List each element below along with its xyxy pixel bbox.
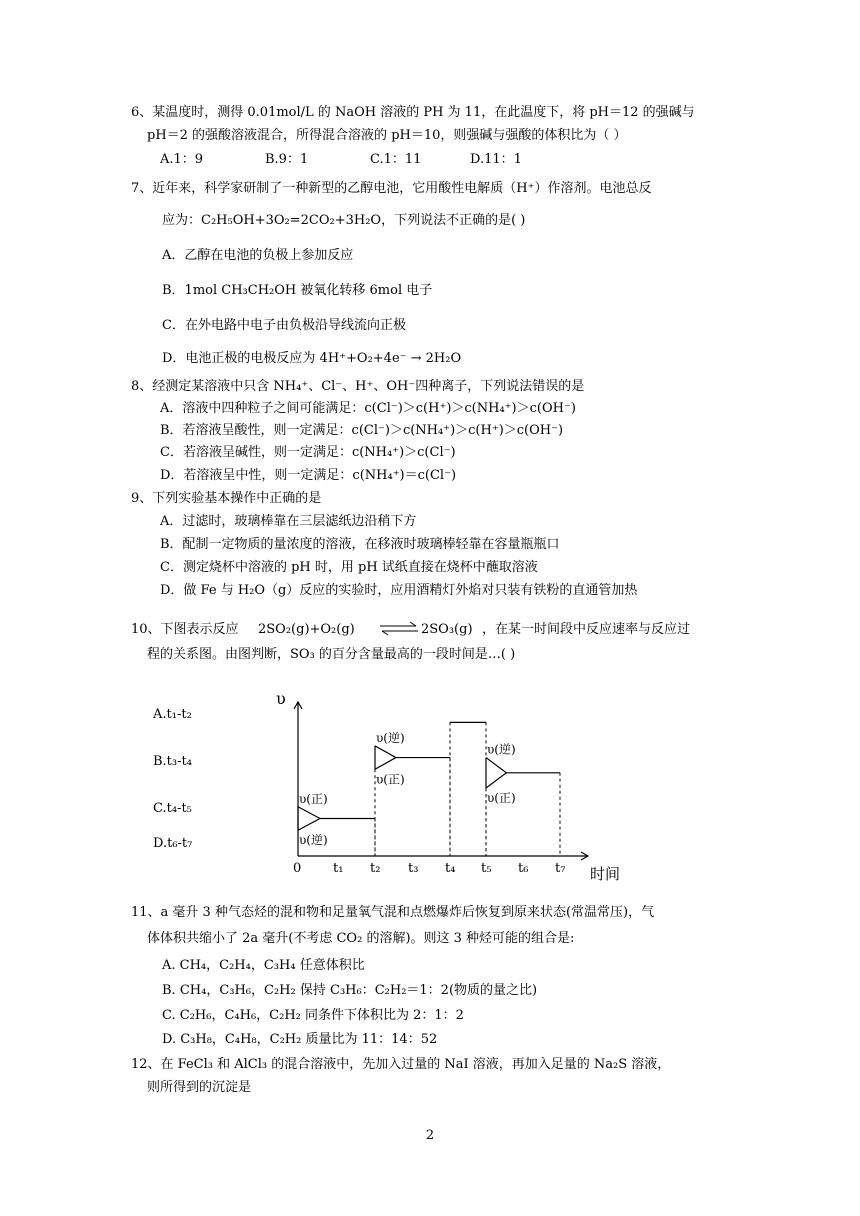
q6-option-c: C.1：11 <box>370 152 422 167</box>
rate-label-lower: υ(正) <box>487 791 516 806</box>
q12-line1: 12、在 FeCl₃ 和 AlCl₃ 的混合溶液中，先加入过量的 NaI 溶液，再加入足量的 Na₂S 溶液， <box>131 1057 671 1072</box>
x-tick-label: t₇ <box>555 861 566 876</box>
q7-option-a: A．乙醇在电池的负极上参加反应 <box>162 248 354 263</box>
q10-line2: 程的关系图。由图判断，SO₃ 的百分含量最高的一段时间是…( ) <box>147 647 516 662</box>
q6-option-d: D.11：1 <box>470 152 522 167</box>
q9-stem: 9、下列实验基本操作中正确的是 <box>131 491 322 506</box>
q10-line1-prefix: 10、下图表示反应 <box>131 622 239 637</box>
rate-label-upper: υ(逆) <box>487 742 516 757</box>
q11-option-a: A. CH₄，C₂H₄，C₃H₄ 任意体积比 <box>162 958 365 973</box>
x-tick-label: 0 <box>293 861 302 876</box>
q11-option-b: B. CH₄，C₃H₆，C₂H₂ 保持 C₃H₆：C₂H₂＝1：2(物质的量之比) <box>162 983 538 998</box>
q8-option-b: B．若溶液呈酸性，则一定满足：c(Cl⁻)＞c(NH₄⁺)＞c(H⁺)＞c(OH⁻) <box>160 423 564 438</box>
q7-option-c: C．在外电路中电子由负极沿导线流向正极 <box>162 318 406 333</box>
forward-rate-curve <box>375 758 396 770</box>
q6-option-b: B.9：1 <box>265 152 309 167</box>
q10-line1-suffix: ，在某一时间段中反应速率与反应过 <box>482 622 691 637</box>
reverse-rate-curve <box>298 819 320 831</box>
q12-line2: 则所得到的沉淀是 <box>147 1080 252 1095</box>
q8-option-d: D．若溶液呈中性，则一定满足：c(NH₄⁺)＝c(Cl⁻) <box>160 468 457 483</box>
q11-option-d: D. C₃H₈，C₄H₈，C₂H₂ 质量比为 11：14：52 <box>162 1032 438 1047</box>
q7-line1: 7、近年来，科学家研制了一种新型的乙醇电池，它用酸性电解质（H⁺）作溶剂。电池总反 <box>131 181 652 196</box>
q6-line2: pH＝2 的强酸溶液混合，所得混合溶液的 pH＝10，则强碱与强酸的体积比为（ ） <box>147 128 627 143</box>
x-axis-label: 时间 <box>590 865 621 883</box>
x-tick-label: t₄ <box>445 861 456 876</box>
q6-options <box>160 151 522 169</box>
rate-label-upper: υ(逆) <box>376 730 405 745</box>
forward-rate-curve <box>486 773 506 788</box>
q7-line2: 应为：C₂H₅OH+3O₂=2CO₂+3H₂O，下列说法不正确的是( ) <box>162 213 526 228</box>
q7-option-b: B．1mol CH₃CH₂OH 被氧化转移 6mol 电子 <box>162 283 433 298</box>
q9-option-c: C．测定烧杯中溶液的 pH 时，用 pH 试纸直接在烧杯中蘸取溶液 <box>160 560 538 575</box>
forward-rate-curve <box>298 807 320 819</box>
q6-option-a: A.1：9 <box>160 152 204 167</box>
q9-option-d: D．做 Fe 与 H₂O（g）反应的实验时，应用酒精灯外焰对只装有铁粉的直通管加热 <box>160 583 638 598</box>
rate-label-lower: υ(逆) <box>299 833 328 848</box>
q10-option-c: C.t₄-t₅ <box>153 801 192 816</box>
rate-time-chart <box>270 688 630 888</box>
x-tick-label: t₃ <box>408 861 419 876</box>
q10-option-a: A.t₁-t₂ <box>153 707 192 722</box>
q9-option-a: A．过滤时，玻璃棒靠在三层滤纸边沿稍下方 <box>160 514 417 529</box>
rate-label-upper: υ(正) <box>299 791 328 806</box>
equilibrium-arrow-icon <box>378 619 420 639</box>
rate-label-lower: υ(正) <box>376 772 405 787</box>
q11-option-c: C. C₂H₆，C₄H₆，C₂H₂ 同条件下体积比为 2：1：2 <box>162 1008 464 1023</box>
q7-option-d: D．电池正极的电极反应为 4H⁺+O₂+4e⁻ → 2H₂O <box>162 351 462 366</box>
q8-option-a: A．溶液中四种粒子之间可能满足：c(Cl⁻)＞c(H⁺)＞c(NH₄⁺)＞c(OH⁻) <box>160 401 576 416</box>
q9-option-b: B．配制一定物质的量浓度的溶液，在移液时玻璃棒轻靠在容量瓶瓶口 <box>160 537 560 552</box>
reverse-rate-curve <box>375 746 396 758</box>
q10-option-d: D.t₆-t₇ <box>153 836 193 851</box>
q8-option-c: C．若溶液呈碱性，则一定满足：c(NH₄⁺)＞c(Cl⁻) <box>160 445 456 460</box>
q6-line1: 6、某温度时，测得 0.01mol/L 的 NaOH 溶液的 PH 为 11，在此温度下，将 pH＝12 的强碱与 <box>131 105 695 120</box>
q8-stem: 8、经测定某溶液中只含 NH₄⁺、Cl⁻、H⁺、OH⁻四种离子，下列说法错误的是 <box>131 379 585 394</box>
y-axis-label: υ <box>276 689 286 708</box>
x-tick-label: t₂ <box>370 861 381 876</box>
page-number: 2 <box>425 1128 435 1143</box>
q10-equation-left: 2SO₂(g)+O₂(g) <box>258 622 355 637</box>
x-tick-label: t₅ <box>481 861 492 876</box>
q10-equation-right: 2SO₃(g) <box>421 622 473 637</box>
q11-line2: 体体积共缩小了 2a 毫升(不考虑 CO₂ 的溶解)。则这 3 种烃可能的组合是: <box>147 931 575 946</box>
q10-option-b: B.t₃-t₄ <box>153 754 192 769</box>
q11-line1: 11、a 毫升 3 种气态烃的混和物和足量氧气混和点燃爆炸后恢复到原来状态(常温常压)，气 <box>131 905 655 920</box>
x-tick-label: t₁ <box>333 861 344 876</box>
x-tick-label: t₆ <box>518 861 529 876</box>
reverse-rate-curve <box>486 758 506 773</box>
